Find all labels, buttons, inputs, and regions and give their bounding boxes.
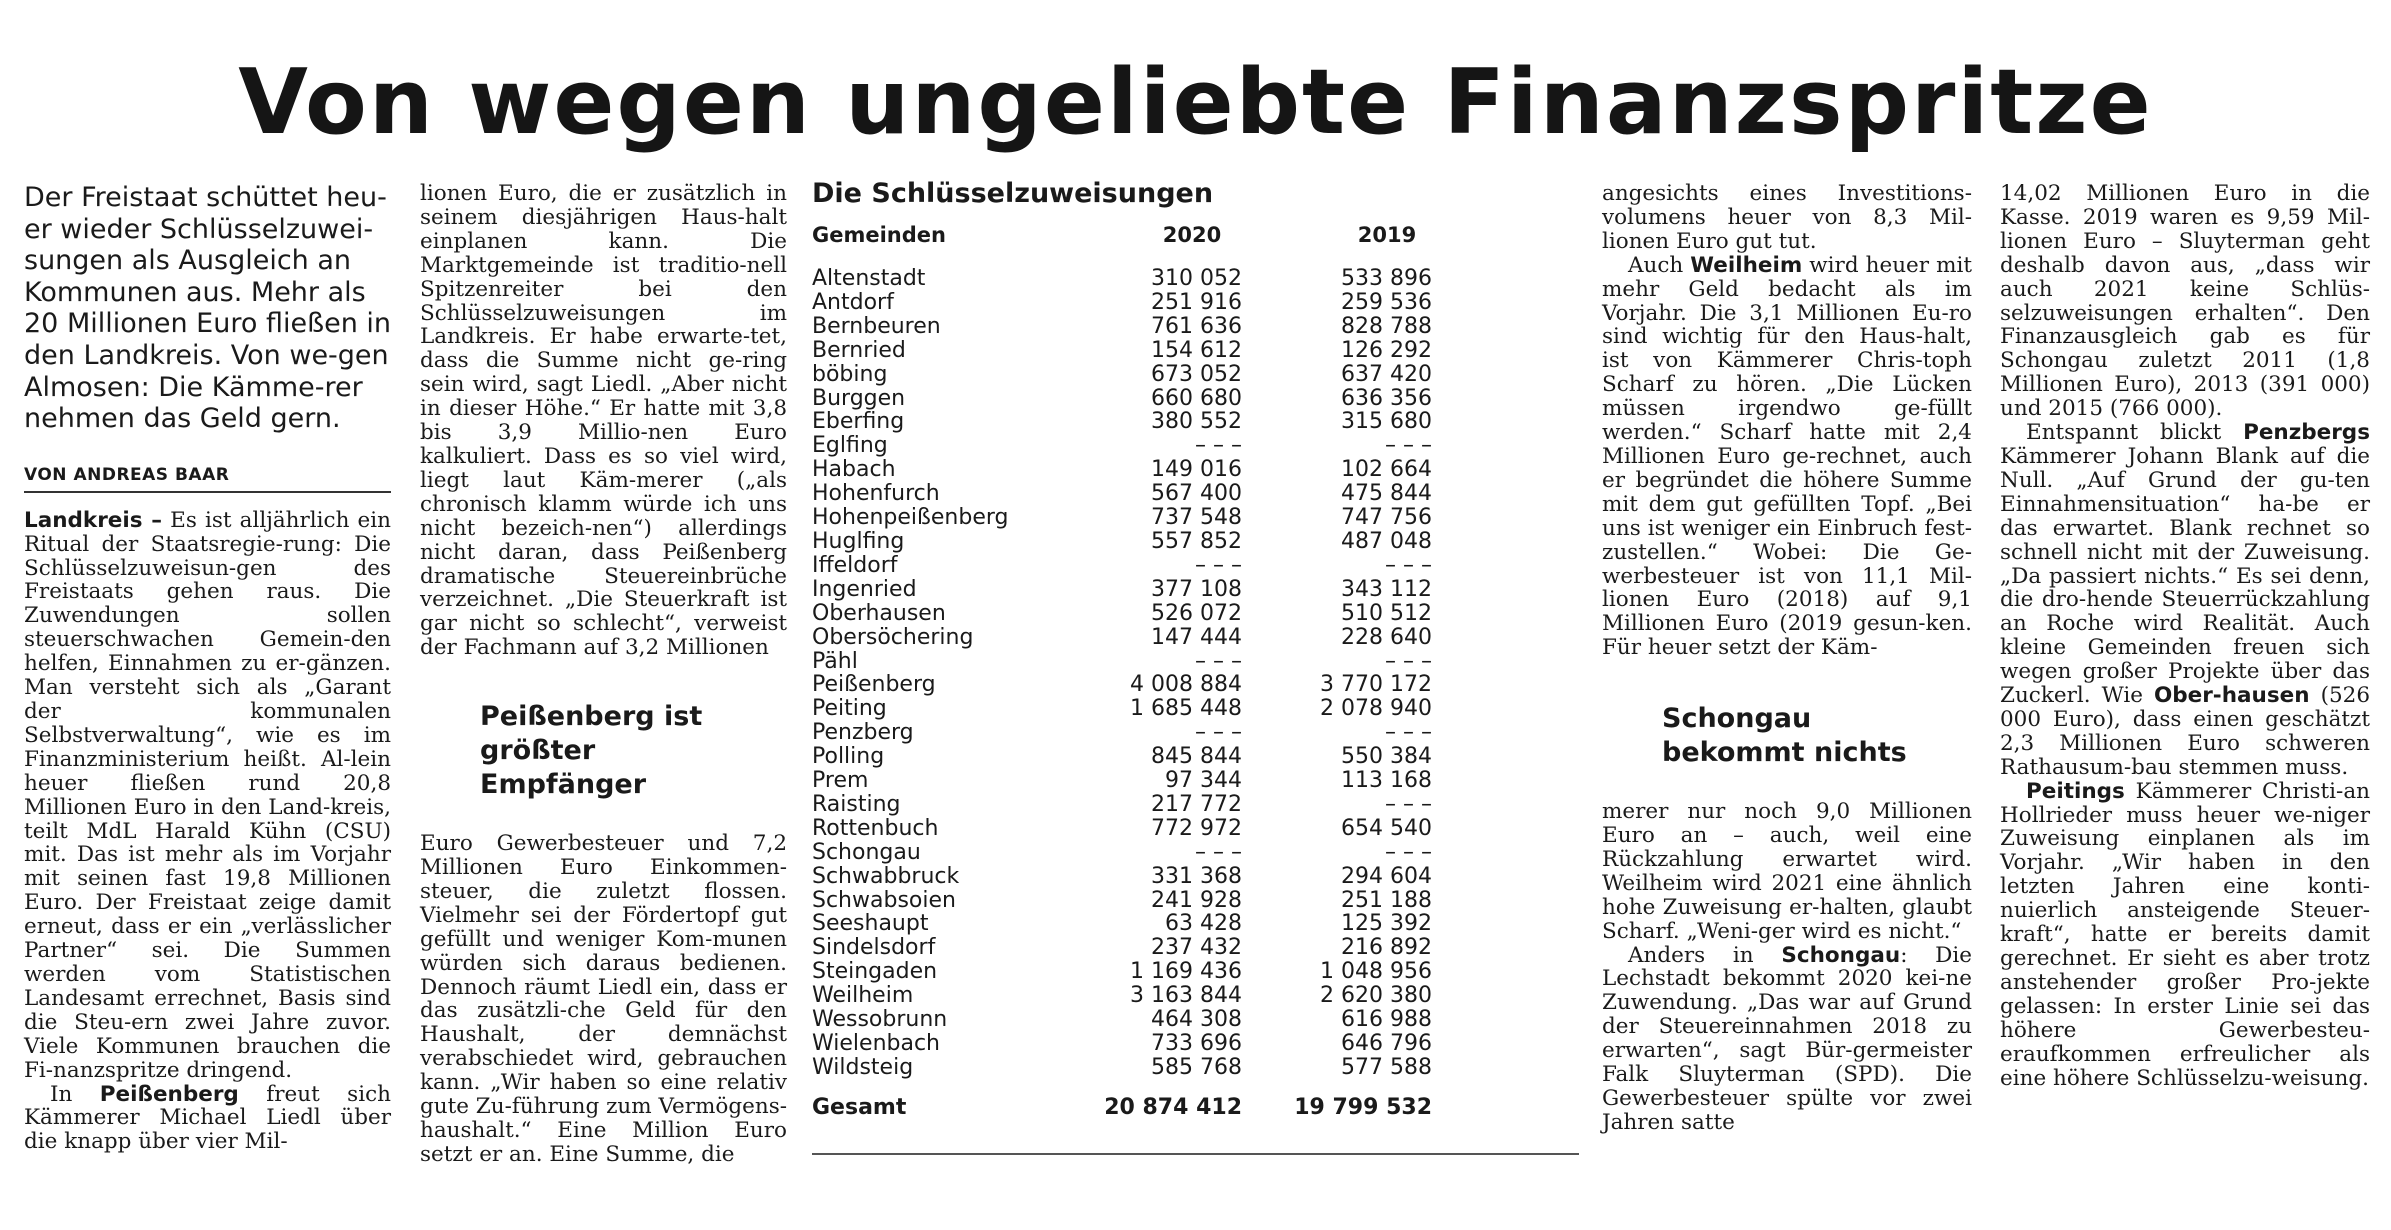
cell-total-2020: 20 874 412 xyxy=(1104,1094,1242,1120)
paragraph: wird heuer mit mehr Geld bedacht als im Vorjahr. Die 3,1 Millionen Eu-ro sind wichtig für den Haus-halt, ist von Kämmerer Chris-toph Scharf zu hören. „Die Lücken müssen irgendwo ge-füllt werden.“ Scharf hatte mit 2,4 Millionen Euro ge-rechnet, auch er begründet die höhere Summe mit dem gut gefüllten Topf. „Bei uns ist weniger ein Einbruch fest-zustellen.“ Wobei: Die Ge-werbesteuer ist von 11,1 Mil-lionen Euro (2018) auf 9,1 Millionen Euro (2019 gesun-ken. Für heuer setzt der Käm- xyxy=(1602,252,1972,661)
cell-2020: 673 052 xyxy=(1151,361,1242,387)
cell-2020: 149 016 xyxy=(1151,457,1242,483)
table-row xyxy=(812,410,1492,434)
cell-2019: – – – xyxy=(1385,839,1432,865)
cell-gemeinde: Schwabsoien xyxy=(812,887,956,913)
cell-2019: 475 844 xyxy=(1341,481,1432,507)
article-text-col2b xyxy=(420,832,787,1167)
cell-2020: 557 852 xyxy=(1151,528,1242,554)
table-row xyxy=(812,697,1492,721)
table-row xyxy=(812,841,1492,865)
article-text-col4b xyxy=(1602,800,1972,1135)
cell-2020: 377 108 xyxy=(1151,576,1242,602)
cell-gemeinde: böbing xyxy=(812,361,888,387)
table-row xyxy=(812,339,1492,363)
cell-gemeinde: Sindelsdorf xyxy=(812,935,936,961)
paragraph: (526 000 Euro), dass einen geschätzt 2,3 Millionen Euro schweren Rathausum-bau stemmen muss. xyxy=(2000,683,2370,780)
table-row xyxy=(812,578,1492,602)
cell-2020: 660 680 xyxy=(1151,385,1242,411)
table-header-row xyxy=(812,223,1492,267)
cell-2020: 63 428 xyxy=(1165,911,1242,937)
cell-2020: – – – xyxy=(1195,839,1242,865)
table-row xyxy=(812,889,1492,913)
table-row xyxy=(812,363,1492,387)
cell-gemeinde: Raisting xyxy=(812,791,901,817)
cell-gemeinde: Wielenbach xyxy=(812,1031,940,1056)
cell-2019: 646 796 xyxy=(1341,1031,1432,1056)
cell-gemeinde: Iffeldorf xyxy=(812,552,898,578)
cell-total-label: Gesamt xyxy=(812,1094,907,1120)
table-row xyxy=(812,458,1492,482)
cell-2020: 526 072 xyxy=(1151,600,1242,626)
column-2 xyxy=(420,182,787,1167)
cell-2020: – – – xyxy=(1195,720,1242,746)
table-row xyxy=(812,1008,1492,1032)
cell-2019: 294 604 xyxy=(1341,863,1432,889)
town-highlight: Peitings xyxy=(2026,778,2125,804)
subheading-peissenberg: Peißenberg ist größter Empfänger xyxy=(480,701,703,801)
cell-gemeinde: Burggen xyxy=(812,385,906,411)
table-row xyxy=(812,434,1492,458)
cell-gemeinde: Eglfing xyxy=(812,433,888,459)
cell-2020: 4 008 884 xyxy=(1130,672,1242,698)
cell-2020: 97 344 xyxy=(1165,768,1242,794)
cell-2019: 487 048 xyxy=(1341,528,1432,554)
cell-gemeinde: Obersöchering xyxy=(812,624,974,650)
cell-gemeinde: Peißenberg xyxy=(812,672,936,698)
cell-2019: 343 112 xyxy=(1341,576,1432,602)
cell-2019: 533 896 xyxy=(1341,266,1432,291)
table-row xyxy=(812,817,1492,841)
cell-2020: 567 400 xyxy=(1151,481,1242,507)
headline: Von wegen ungeliebte Finanzspritze xyxy=(238,50,2153,155)
table-row xyxy=(812,1056,1492,1080)
cell-gemeinde: Steingaden xyxy=(812,959,938,985)
cell-2020: 147 444 xyxy=(1151,624,1242,650)
table-row xyxy=(812,554,1492,578)
cell-2020: 464 308 xyxy=(1151,1007,1242,1033)
cell-gemeinde: Wildsteig xyxy=(812,1054,914,1080)
cell-2019: – – – xyxy=(1385,552,1432,578)
paragraph: merer nur noch 9,0 Millionen Euro an – auch, weil eine Rückzahlung erwartet wird. Weilheim wird 2021 eine ähnlich hohe Zuweisung er-halten, glaubt Scharf. „Weni-ger wird es nicht.“ xyxy=(1602,799,1972,944)
cell-total-2019: 19 799 532 xyxy=(1294,1094,1432,1120)
column-4 xyxy=(1602,182,1972,1135)
cell-2020: – – – xyxy=(1195,648,1242,674)
paragraph: angesichts eines Investitions-volumens heuer von 8,3 Mil-lionen Euro gut tut. xyxy=(1602,181,1972,254)
cell-gemeinde: Altenstadt xyxy=(812,266,926,291)
paragraph: Kämmerer Christi-an Hollrieder muss heuer we-niger Zuweisung einplanen als im Vorjahr. „Wir haben in den letzten Jahren eine konti-nuierlich ansteigende Steuer-kraft“, hatte er bereits damit gerechnet. Er sieht es aber trotz anstehender großer Pro-jekte gelassen: In erster Linie sei das höhere Gewerbesteu-eraufkommen erfreulicher als eine höhere Schlüsselzu-weisung. xyxy=(2000,778,2370,1091)
cell-2019: – – – xyxy=(1385,791,1432,817)
table-row xyxy=(812,530,1492,554)
table-row xyxy=(812,960,1492,984)
table-divider xyxy=(812,1153,1579,1155)
cell-2020: 310 052 xyxy=(1151,266,1242,291)
table-row xyxy=(812,769,1492,793)
cell-gemeinde: Hohenpeißenberg xyxy=(812,505,1009,531)
table-row xyxy=(812,721,1492,745)
cell-2019: 126 292 xyxy=(1341,337,1432,363)
cell-2019: 2 078 940 xyxy=(1320,696,1432,722)
byline: VON ANDREAS BAAR xyxy=(24,465,391,493)
cell-2019: 1 048 956 xyxy=(1320,959,1432,985)
table-row xyxy=(812,291,1492,315)
cell-2019: 251 188 xyxy=(1341,887,1432,913)
cell-2019: 577 588 xyxy=(1341,1054,1432,1080)
paragraph: Anders in xyxy=(1628,942,1782,968)
cell-2019: 113 168 xyxy=(1341,768,1432,794)
cell-2020: – – – xyxy=(1195,433,1242,459)
town-highlight: Weilheim xyxy=(1690,252,1803,278)
cell-gemeinde: Huglfing xyxy=(812,528,905,554)
header-2020: 2020 xyxy=(1162,223,1222,247)
header-2019: 2019 xyxy=(1357,223,1417,247)
cell-2020: 1 169 436 xyxy=(1130,959,1242,985)
paragraph: Es ist alljährlich ein Ritual der Staatsregie-rung: Die Schlüsselzuweisun-gen des Freistaats gehen raus. Die Zuwendungen sollen steuerschwachen Gemein-den helfen, Einnahmen zu er-gänzen. Man versteht sich als „Garant der kommunalen Selbstverwaltung“, wie es im Finanzministerium heißt. Al-lein heuer fließen rund 20,8 Millionen Euro in den Land-kreis, teilt MdL Harald Kühn (CSU) mit. Das ist mehr als im Vorjahr mit seinen fast 19,8 Millionen Euro. Der Freistaat zeige damit erneut, dass er ein „verlässlicher Partner“ sei. Die Summen werden vom Statistischen Landesamt errechnet, Basis sind die Steu-ern zwei Jahre zuvor. Viele Kommunen brauchen die Fi-nanzspritze dringend. xyxy=(24,507,391,1083)
town-highlight: Ober-hausen xyxy=(2153,683,2310,709)
cell-2019: 259 536 xyxy=(1341,289,1432,315)
cell-2019: 654 540 xyxy=(1341,815,1432,841)
column-5 xyxy=(2000,182,2370,1090)
cell-gemeinde: Eberfing xyxy=(812,409,905,435)
cell-2020: 733 696 xyxy=(1151,1031,1242,1056)
table-row xyxy=(812,793,1492,817)
cell-gemeinde: Schongau xyxy=(812,839,921,865)
article-text-col1 xyxy=(24,509,391,1154)
table-row xyxy=(812,1032,1492,1056)
cell-2020: – – – xyxy=(1195,552,1242,578)
article-text-col2 xyxy=(420,182,787,660)
cell-gemeinde: Seeshaupt xyxy=(812,911,929,937)
cell-gemeinde: Penzberg xyxy=(812,720,914,746)
column-1 xyxy=(24,182,391,1154)
cell-2019: 102 664 xyxy=(1341,457,1432,483)
table-title: Die Schlüsselzuweisungen xyxy=(812,178,1214,209)
cell-gemeinde: Pähl xyxy=(812,648,858,674)
cell-2019: 550 384 xyxy=(1341,744,1432,770)
paragraph: freut sich Kämmerer Michael Liedl über die knapp über vier Mil- xyxy=(24,1081,391,1155)
cell-2019: 747 756 xyxy=(1341,505,1432,531)
subheading-schongau: Schongau bekommt nichts xyxy=(1662,703,1907,769)
paragraph: In xyxy=(50,1081,100,1107)
table-row xyxy=(812,936,1492,960)
cell-2020: 845 844 xyxy=(1151,744,1242,770)
table-row xyxy=(812,602,1492,626)
paragraph: lionen Euro, die er zusätzlich in seinem diesjährigen Haus-halt einplanen kann. Die Marktgemeinde ist traditio-nell Spitzenreiter bei den Schlüsselzuweisungen im Landkreis. Er habe erwarte-tet, dass die Summe nicht ge-ring sein wird, sagt Liedl. „Aber nicht in dieser Höhe.“ Er hatte mit 3,8 bis 3,9 Millio-nen Euro kalkuliert. Dass es so viel wird, liegt laut Käm-merer („als chronisch klamm würde ich uns nicht bezeich-nen“) allerdings nicht daran, dass Peißenberg dramatische Steuereinbrüche verzeichnet. „Die Steuerkraft ist gar nicht so schlecht“, verweist der Fachmann auf 3,2 Millionen xyxy=(420,181,787,661)
cell-2020: 154 612 xyxy=(1151,337,1242,363)
cell-2019: – – – xyxy=(1385,433,1432,459)
table-row xyxy=(812,745,1492,769)
table-row xyxy=(812,912,1492,936)
table-row xyxy=(812,650,1492,674)
cell-gemeinde: Weilheim xyxy=(812,983,914,1009)
table-row xyxy=(812,506,1492,530)
cell-gemeinde: Hohenfurch xyxy=(812,481,940,507)
cell-gemeinde: Oberhausen xyxy=(812,600,946,626)
cell-gemeinde: Polling xyxy=(812,744,885,770)
cell-gemeinde: Habach xyxy=(812,457,896,483)
table-row xyxy=(812,315,1492,339)
cell-gemeinde: Bernried xyxy=(812,337,906,363)
cell-2019: 216 892 xyxy=(1341,935,1432,961)
town-highlight: Schongau xyxy=(1781,942,1901,968)
cell-2020: 761 636 xyxy=(1151,313,1242,339)
table-row xyxy=(812,865,1492,889)
paragraph: Kämmerer Johann Blank auf die Null. „Auf Grund der gu-ten Einnahmensituation“ ha-be er das erwartet. Blank rechnet so schnell nicht mit der Zuweisung. „Da passiert nichts.“ Es sei denn, die dro-hende Steuerrückzahlung an Roche wird Realität. Auch kleine Gemeinden freuen sich wegen großer Projekte über das Zuckerl. Wie xyxy=(2000,443,2370,709)
cell-gemeinde: Rottenbuch xyxy=(812,815,939,841)
cell-2019: 510 512 xyxy=(1341,600,1432,626)
paragraph: Euro Gewerbesteuer und 7,2 Millionen Euro Einkommen-steuer, die zuletzt flossen. Vielmehr sei der Fördertopf gut gefüllt und weniger Kom-munen würden sich daraus bedienen. Dennoch räumt Liedl ein, dass er das zusätzli-che Geld für den Haushalt, der demnächst verabschiedet wird, gebrauchen kann. „Wir haben so eine relativ gute Zu-führung zum Vermögens-haushalt.“ Eine Million Euro setzt er an. Eine Summe, die xyxy=(420,831,787,1167)
teaser: Der Freistaat schüttet heu-er wieder Schlüsselzuwei-sungen als Ausgleich an Kommunen aus. Mehr als 20 Millionen Euro fließen in den Landkreis. Von we-gen Almosen: Die Kämme-rer nehmen das Geld gern. xyxy=(24,182,392,435)
cell-gemeinde: Ingenried xyxy=(812,576,917,602)
cell-gemeinde: Peiting xyxy=(812,696,887,722)
cell-2020: 3 163 844 xyxy=(1130,983,1242,1009)
dateline: Landkreis – xyxy=(24,507,163,533)
cell-2020: 331 368 xyxy=(1151,863,1242,889)
table-row xyxy=(812,984,1492,1008)
table-row xyxy=(812,267,1492,291)
cell-2019: 616 988 xyxy=(1341,1007,1432,1033)
cell-2020: 241 928 xyxy=(1151,887,1242,913)
cell-2019: 636 356 xyxy=(1341,385,1432,411)
cell-2020: 772 972 xyxy=(1151,815,1242,841)
cell-2019: – – – xyxy=(1385,648,1432,674)
cell-2019: 3 770 172 xyxy=(1320,672,1432,698)
table-row xyxy=(812,482,1492,506)
cell-2020: 380 552 xyxy=(1151,409,1242,435)
cell-gemeinde: Prem xyxy=(812,768,869,794)
cell-2020: 585 768 xyxy=(1151,1054,1242,1080)
schluesselzuweisungen-table-box xyxy=(812,178,1579,1120)
paragraph: Auch xyxy=(1628,252,1691,278)
cell-2020: 217 772 xyxy=(1151,791,1242,817)
article-text-col4 xyxy=(1602,182,1972,660)
cell-2020: 251 916 xyxy=(1151,289,1242,315)
table-total-row xyxy=(812,1080,1492,1120)
table-row xyxy=(812,626,1492,650)
cell-2019: 315 680 xyxy=(1341,409,1432,435)
cell-2019: 125 392 xyxy=(1341,911,1432,937)
cell-2020: 1 685 448 xyxy=(1130,696,1242,722)
cell-2020: 237 432 xyxy=(1151,935,1242,961)
header-gemeinden: Gemeinden xyxy=(812,223,946,247)
paragraph: 14,02 Millionen Euro in die Kasse. 2019 waren es 9,59 Mil-lionen Euro – Sluyterman geht deshalb davon aus, „dass wir auch 2021 keine Schlüs-selzuweisungen erhalten“. Den Finanzausgleich gab es für Schongau zuletzt 2011 (1,8 Millionen Euro), 2013 (391 000) und 2015 (766 000). xyxy=(2000,181,2370,422)
table-row xyxy=(812,673,1492,697)
cell-2020: 737 548 xyxy=(1151,505,1242,531)
paragraph: Entspannt blickt xyxy=(2026,420,2244,446)
town-highlight: Penzbergs xyxy=(2243,420,2370,446)
cell-gemeinde: Antdorf xyxy=(812,289,894,315)
cell-2019: 228 640 xyxy=(1341,624,1432,650)
cell-gemeinde: Bernbeuren xyxy=(812,313,941,339)
cell-2019: 828 788 xyxy=(1341,313,1432,339)
schluesselzuweisungen-table xyxy=(812,223,1492,1120)
cell-gemeinde: Wessobrunn xyxy=(812,1007,948,1033)
table-row xyxy=(812,387,1492,411)
cell-2019: 2 620 380 xyxy=(1320,983,1432,1009)
cell-2019: – – – xyxy=(1385,720,1432,746)
cell-gemeinde: Schwabbruck xyxy=(812,863,960,889)
cell-2019: 637 420 xyxy=(1341,361,1432,387)
town-highlight: Peißenberg xyxy=(99,1081,239,1107)
paragraph: : Die Lechstadt bekommt 2020 kei-ne Zuwendung. „Das war auf Grund der Steuereinnahmen 2018 zu erwarten“, sagt Bür-germeister Falk Sluyterman (SPD). Die Gewerbesteuer spülte vor zwei Jahren satte xyxy=(1602,942,1972,1135)
article-text-col5 xyxy=(2000,182,2370,1090)
